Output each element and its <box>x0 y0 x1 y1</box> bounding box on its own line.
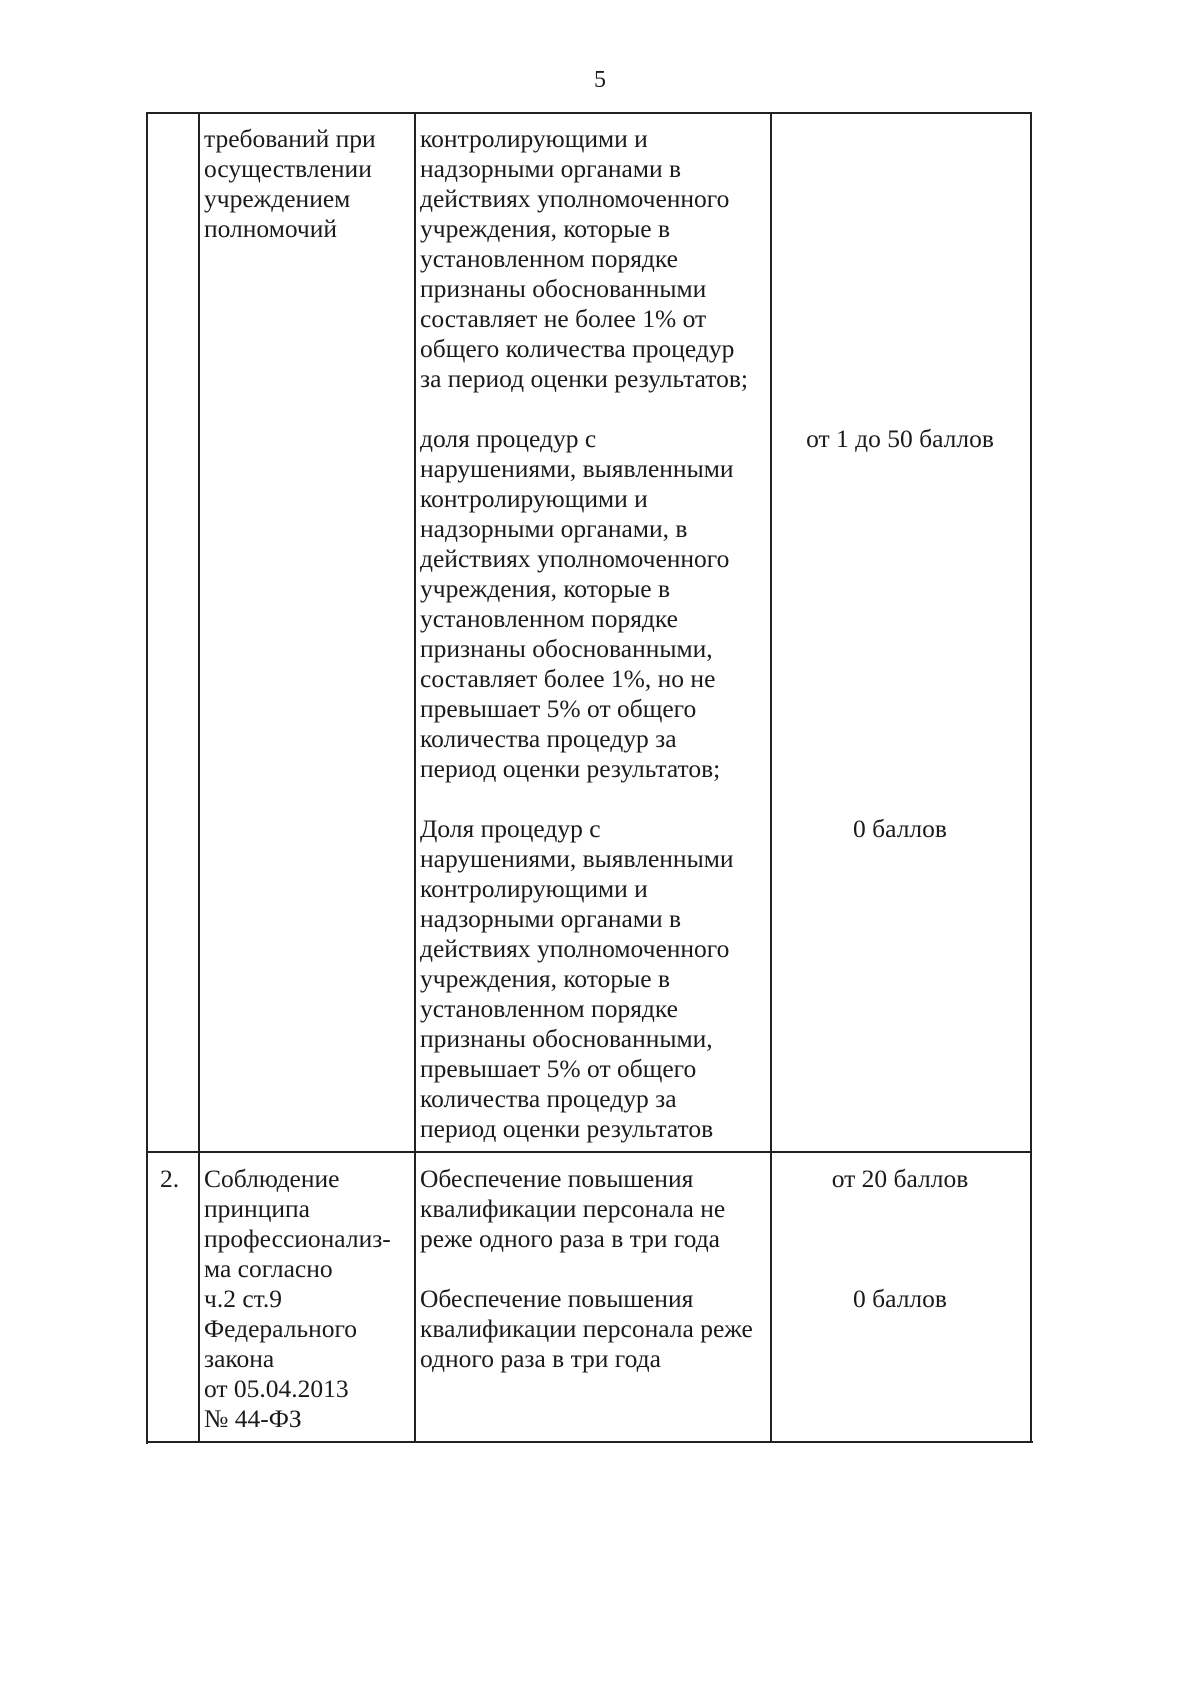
table-column-divider-3 <box>770 112 772 1443</box>
indicator-cell-3: Доля процедур с нарушениями, выявленными контролирующими и надзорными органами в действиях уполномоченного учреждения, которые в установленном порядке признаны обоснованными, превышает 5% от общего количества процедур за период оценки результатов <box>420 814 734 1143</box>
score-cell-5: 0 баллов <box>853 1284 947 1313</box>
indicator-cell-2: доля процедур с нарушениями, выявленными контролирующими и надзорными органами, в действиях уполномоченного учреждения, которые в установленном порядке признаны обоснованными, составляет более 1%, но не превышает 5% от общего количества процедур за период оценки результатов; <box>420 424 734 783</box>
row-number-cell: 2. <box>160 1164 180 1193</box>
page-number: 5 <box>594 67 606 93</box>
table-left-border <box>146 112 148 1444</box>
indicator-cell-4: Обеспечение повышения квалификации персонала не реже одного раза в три года <box>420 1164 726 1253</box>
indicator-cell-5: Обеспечение повышения квалификации персонала реже одного раза в три года <box>420 1284 753 1373</box>
indicator-cell-1: контролирующими и надзорными органами в действиях уполномоченного учреждения, которые в установленном порядке признаны обоснованными составляет не более 1% от общего количества процедур за период оценки результатов; <box>420 124 748 393</box>
table-bottom-border <box>148 1441 1033 1443</box>
criterion-cell-continued: требований при осуществлении учреждением полномочий <box>204 124 376 243</box>
table-column-divider-1 <box>198 112 200 1443</box>
table-right-border <box>1030 112 1032 1443</box>
table-column-divider-2 <box>414 112 416 1443</box>
table-row-divider <box>148 1151 1032 1153</box>
table-top-border <box>146 112 1032 114</box>
criterion-cell-2: Соблюдение принципа профессионализ- ма согласно ч.2 ст.9 Федерального закона от 05.04.2013 № 44-ФЗ <box>204 1164 391 1433</box>
score-cell-3: 0 баллов <box>853 814 947 843</box>
score-cell-2: от 1 до 50 баллов <box>806 424 994 453</box>
score-cell-4: от 20 баллов <box>831 1164 969 1193</box>
